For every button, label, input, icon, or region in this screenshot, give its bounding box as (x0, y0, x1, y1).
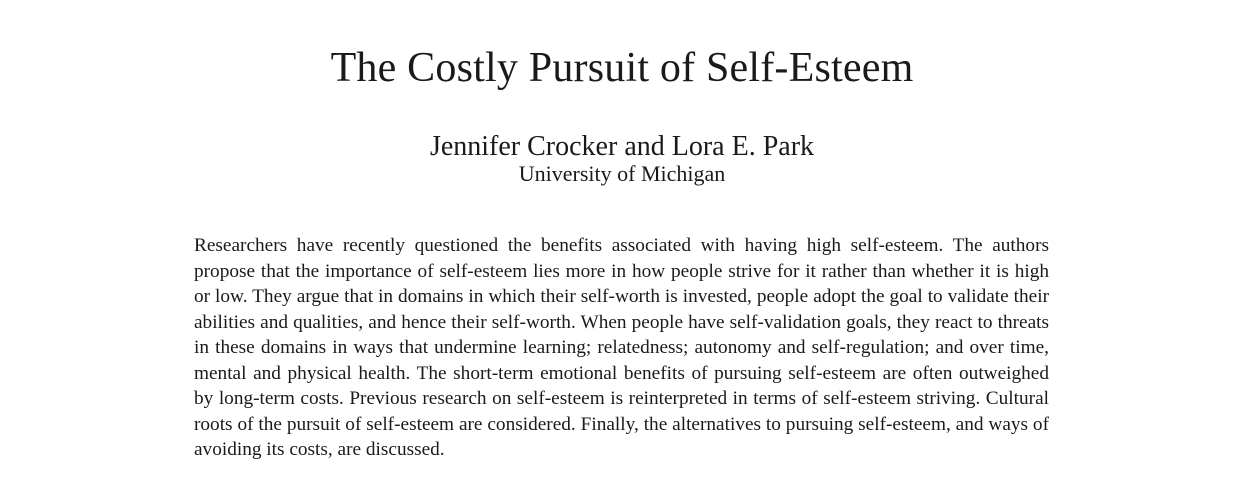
paper-authors: Jennifer Crocker and Lora E. Park (429, 131, 815, 162)
abstract-text: Researchers have recently questioned the benefits associated with having high self-esteem. The authors propose that the importance of self-esteem lies more in how people strive for it rather than whether it is high or low. They argue that in domains in which their self-worth is invested, people adopt the goal to validate their abilities and qualities, and hence their self-worth. When people have self-validation goals, they react to threats in these domains in ways that undermine learning; relatedness; autonomy and self-regulation; and over time, mental and physical health. The short-term emotional benefits of pursuing self-esteem are often outweighed by long-term costs. Previous research on self-esteem is reinterpreted in terms of self-esteem striving. Cultural roots of the pursuit of self-esteem are considered. Finally, the alternatives to pursuing self-esteem, and ways of avoiding its costs, are discussed. (194, 235, 1049, 460)
author-affiliation: University of Michigan (518, 161, 726, 186)
paper-title: The Costly Pursuit of Self-Esteem (330, 45, 914, 91)
